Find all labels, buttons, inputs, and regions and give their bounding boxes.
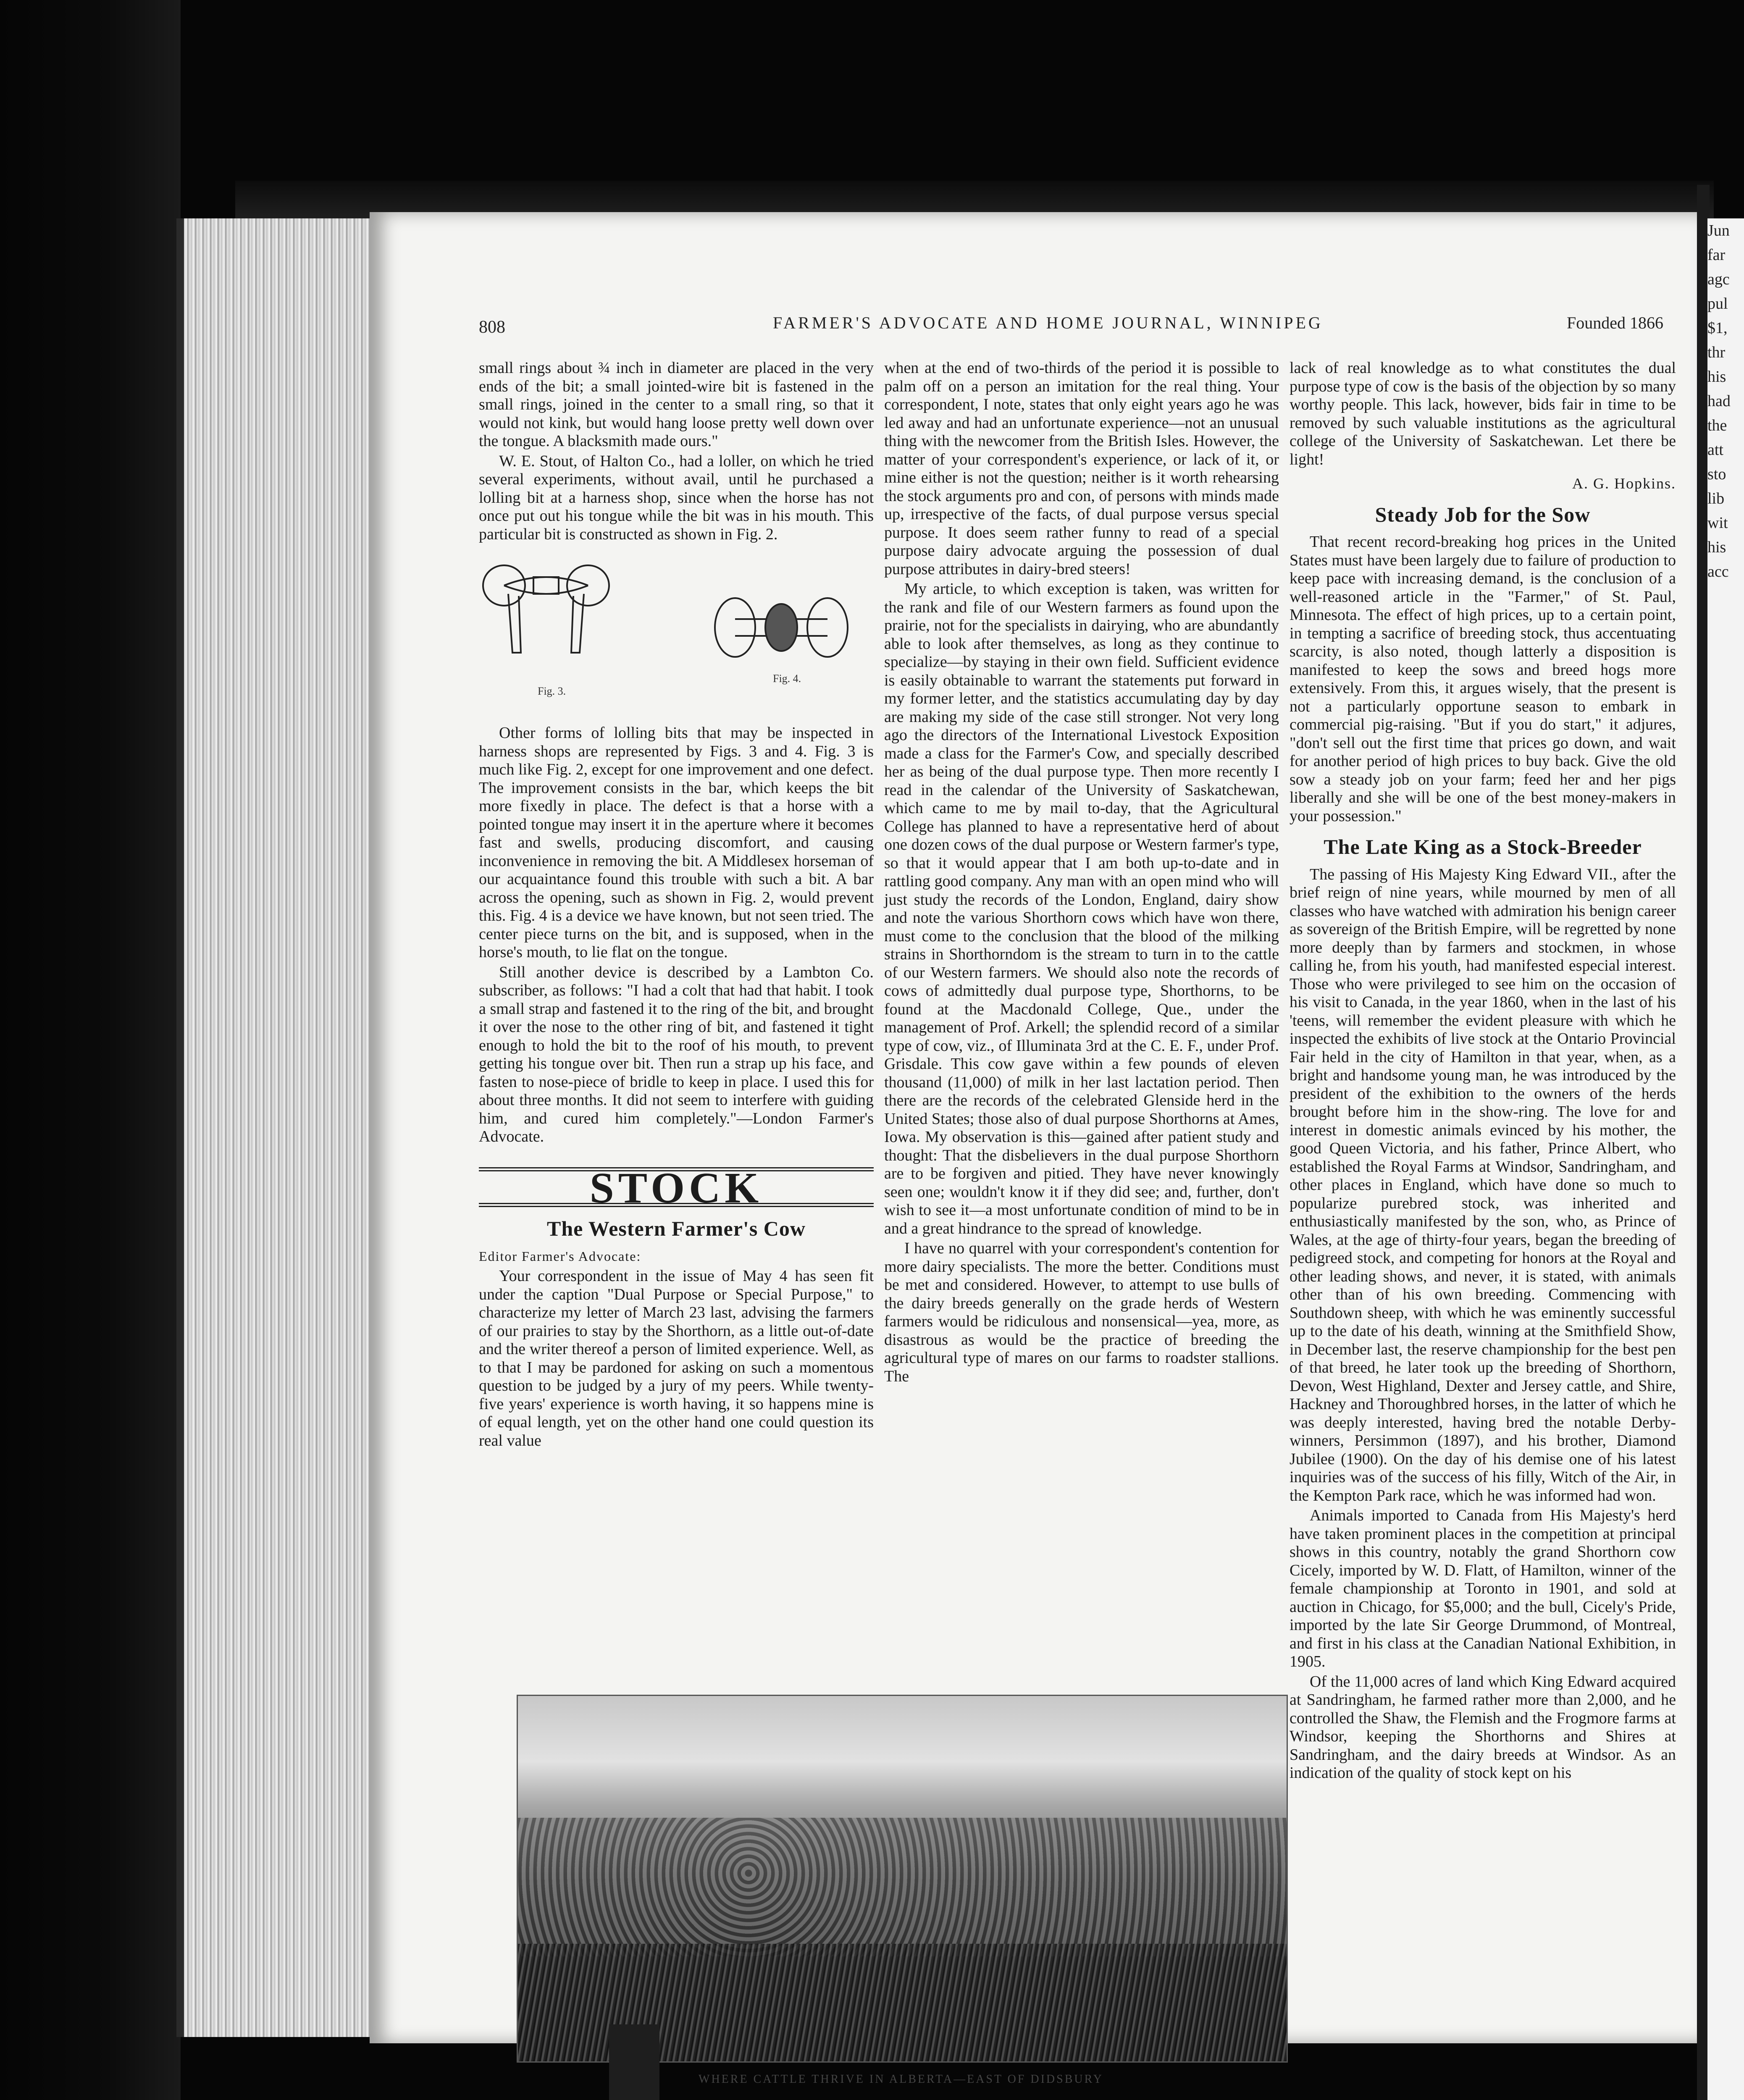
next-page-fragment: att [1707, 441, 1723, 459]
bit-figures [479, 556, 874, 707]
paragraph: Still another device is described by a Lambton Co. subscriber, as follows: "I had a colt that had that habit. I took a small strap and fastened it to the ring of the bit, and brought it over the nose to the other ring of bit, and fastened it tight enough to hold the bit to the roof of his mouth, to prevent getting his tongue over bit. Then run a strap up his face, and fasten to nose-piece of bridle to keep in place. I used this for about three months. It did not seem to interfere with guiding him, and cured him completely."—London Farmer's Advocate. [479, 963, 874, 1145]
next-page-fragment: pul [1707, 295, 1728, 312]
next-page-fragment: his [1707, 368, 1726, 386]
next-page-fragment: far [1707, 246, 1726, 264]
founded-note: Founded 1866 [1567, 313, 1663, 332]
next-page-fragment: agc [1707, 270, 1730, 288]
paragraph: I have no quarrel with your correspondent's contention for more dairy specialists. The more the better. Conditions must be met and considered. However, to attempt to use bulls of the dairy breeds generally on the grade herds of Western farmers would be ridiculous and nonsensical—yea, more, as disastrous as would be the practice of breeding the agricultural type of mares on our farms to roadster stallions. The [884, 1239, 1279, 1385]
next-page-fragments [1707, 218, 1744, 584]
paragraph: small rings about ¾ inch in diameter are placed in the very ends of the bit; a small jointed-wire bit is fastened in the small rings, joined in the center to a small ring, so that it would not kink, but would hang loose pretty well down over the tongue. A blacksmith made ours." [479, 359, 874, 450]
journal-page [370, 212, 1697, 2086]
next-page-fragment: thr [1707, 344, 1726, 361]
paragraph: My article, to which exception is taken, was written for the rank and file of our Western farmers as found upon the prairie, not for the specialists in dairying, who are abundantly able to look after themselves, as long as they continue to specialize—by staying in their own field. Sufficient evidence is easily obtainable to warrant the statements put forward in my former letter, and the statistics accumulating day by day are making my side of the case still stronger. Not very long ago the directors of the International Livestock Exposition made a class for the Farmer's Cow, and specially described her as being of the dual purpose type. Then more recently I read in the calendar of the University of Saskatchewan, which came to me by mail to-day, that the Agricultural College has planned to have a representative herd of about one dozen cows of the dual purpose or Western farmer's type, so that it would appear that I am both up-to-date and in rattling good company. Any man with an open mind who will just study the records of the London, England, dairy show and note the various Shorthorn cows which have won there, must come to the conclusion that the blood of the milking strains in Shorthorndom is the stream to turn in to the cattle of our Western farmers. We should also note the records of cows of admittedly dual purpose type, Shorthorns, to be found at the Macdonald College, Que., under the management of Prof. Arkell; the splendid record of a similar type of cow, viz., of Illuminata 3rd at the C. E. F., under Prof. Grisdale. This cow gave within a few pounds of eleven thousand (11,000) of milk in her last lactation period. Then there are the records of the celebrated Glenside herd in the United States; those also of dual purpose Shorthorns at Ames, Iowa. My observation is this—gained after patient study and thought: That the disbelievers in the dual purpose Shorthorn are to be forgiven and pitied. They have never knowingly seen one; wouldn't know it if they did see; and, further, don't wish to see it—a most unfortunate condition of mind to be in and a great hindrance to the spread of knowledge. [884, 580, 1279, 1237]
fig-3-lolling-bit-illustration [479, 556, 874, 682]
herd-texture [518, 1818, 1287, 1956]
fig-4-caption: Fig. 4. [773, 672, 801, 685]
paragraph: lack of real knowledge as to what constitutes the dual purpose type of cow is the basis of the objection by so many worthy people. This lack, however, bids fair in time to be removed by such valuable institutions as the agricultural college of the University of Saskatchewan. Let there be light! [1290, 359, 1676, 468]
paragraph: Animals imported to Canada from His Majesty's herd have taken prominent places in the competition at principal shows in this country, notably the grand Shorthorn cow Cicely, imported by W. D. Flatt, of Hamilton, winner of the female championship at Toronto in 1901, and sold at auction in Chicago, for $5,000; and the bull, Cicely's Pride, imported by the late Sir George Drummond, of Montreal, and first in his class at the Canadian National Exhibition, in 1905. [1290, 1507, 1676, 1670]
next-page-fragment: Jun [1707, 222, 1730, 239]
article-title: The Western Farmer's Cow [546, 1217, 806, 1240]
cattle-photograph [517, 1695, 1288, 2063]
paragraph: Of the 11,000 acres of land which King Edward acquired at Sandringham, he farmed rather more than 2,000, and he controlled the Shaw, the Flemish and the Frogmore farms at Windsor, keeping the Shorthorns and Shires at Sandringham, and the dairy breeds at Windsor. As an indication of the quality of stock kept on his [1290, 1672, 1676, 1782]
paragraph: Your correspondent in the issue of May 4 has seen fit under the caption "Dual Purpose or Special Purpose," to characterize my letter of March 23 last, advising the farmers of our prairies to stay by the Shorthorn, as a little out-of-date and the writer thereof a person of limited experience. Well, as to that I may be pardoned for asking on such a momentous question to be judged by a jury of my peers. While twenty-five years' experience is worth having, it so happens mine is of equal length, yet on the other hand one could question its real value [479, 1267, 874, 1449]
paragraph: The passing of His Majesty King Edward VII., after the brief reign of nine years, while mourned by men of all classes who have watched with admiration his benign career as sovereign of the British Empire, will be regretted by none more deeply than by farmers and stockmen, in whose calling he, from his youth, had manifested especial interest. Those who were privileged to see him on the occasion of his visit to Canada, in the year 1860, when in the last of his 'teens, will remember the evident pleasure with which he inspected the exhibits of live stock at the Ontario Provincial Fair held in the city of Hamilton in that year, when, as a bright and handsome young man, he was introduced by the president of the exhibition to the owners of the herds brought before him in the show-ring. The love for and interest in domestic animals evinced by his mother, the good Queen Victoria, and his father, Prince Albert, who established the Royal Farms at Windsor, Sandringham, and other places in England, which have done so much to popularize purebred stock, was inherited and enthusiastically manifested by the son, who, as Prince of Wales, at the age of thirty-four years, began the breeding of pedigreed stock, and competing for honors at the Royal and other leading shows, and never, it is stated, with animals other than of his own breeding. Commencing with Southdown sheep, with which he was eminently successful up to the date of his death, winning at the Smithfield Show, in December last, the reserve championship for the best pen of that breed, he later took up the breeding of Shorthorn, Devon, West Highland, Dexter and Jersey cattle, and Shire, Hackney and Thoroughbred horses, in the latter of which he was deeply interested, having bred the notable Derby-winners, Persimmon (1897), and his brother, Diamond Jubilee (1900). On the day of his demise one of his latest inquiries was of the success of his filly, Witch of the Air, in the Kempton Park race, which he was informed had won. [1290, 865, 1676, 1504]
paragraph: Other forms of lolling bits that may be inspected in harness shops are represented by Figs. 3 and 4. Fig. 3 is much like Fig. 2, except for one improvement and one defect. The improvement consists in the bar, which keeps the bit more fixedly in place. The defect is that a horse with a pointed tongue may insert it in the aperture where it becomes fast and swells, producing discomfort, and causing inconvenience in removing the bit. A Middlesex horseman of our acquaintance found this trouble with such a bit. A bar across the opening, such as shown in Fig. 2, would prevent this. Fig. 4 is a device we have known, but not seen tried. The center piece turns on the bit, and is supposed, when in the horse's mouth, to lie flat on the tongue. [479, 724, 874, 961]
running-head: FARMER'S ADVOCATE AND HOME JOURNAL, WINNIPEG [773, 313, 1323, 332]
column-1 [479, 359, 874, 1452]
next-page-fragment: the [1707, 417, 1727, 434]
book-page-edges [176, 218, 377, 2037]
dark-blot [609, 2024, 659, 2100]
salutation: Editor Farmer's Advocate: [479, 1248, 641, 1264]
column-2 [884, 359, 1279, 1387]
next-page-fragment: wit [1707, 514, 1728, 532]
section-heading: STOCK [589, 1163, 763, 1212]
next-page-fragment: $1, [1707, 319, 1728, 337]
column-3 [1290, 359, 1676, 1784]
photo-caption: WHERE CATTLE THRIVE IN ALBERTA—EAST OF DIDSBURY [699, 2073, 1103, 2086]
page-number: 808 [479, 318, 505, 337]
next-page-fragment: acc [1707, 563, 1729, 580]
next-page-strip [1707, 218, 1744, 2100]
article-title: The Late King as a Stock-Breeder [1324, 835, 1642, 858]
next-page-fragment: his [1707, 538, 1726, 556]
next-page-fragment: lib [1707, 490, 1725, 507]
article-title: Steady Job for the Sow [1375, 502, 1591, 526]
stock-section-banner [479, 1163, 874, 1212]
page-header [479, 309, 1663, 337]
scan-background-left [0, 0, 181, 2100]
paragraph: That recent record-breaking hog prices in the United States must have been largely due to failure of production to keep pace with increasing demand, is the conclusion of a well-reasoned article in the "Farmer," of St. Paul, Minnesota. The effect of high prices, up to a certain point, in tempting a sacrifice of breeding stock, thus accentuating scarcity, is also noted, though latterly a disposition is manifested to keep the sows and breed hogs more extensively. From this, it argues wisely, that the present is not a particularly opportune season to embark in commercial pig-raising. "But if you do start," it adjures, "don't sell out the first time that prices go down, and wait for another period of high prices to buy back. Give the old sow a steady job on your farm; feed her and her pigs liberally and she will be one of the best money-makers in your possession." [1290, 533, 1676, 825]
paragraph: when at the end of two-thirds of the period it is possible to palm off on a person an imitation for the real thing. Your correspondent, I note, states that only eight years ago he was led away and had an unfortunate experience—not an unusual thing with the newcomer from the British Isles. However, the matter of your correspondent's experience, or lack of it, or mine either is not the question; neither is it worth rehearsing the stock arguments pro and con, of persons with minds made up, irrespective of the facts, of dual purpose versus special purpose. It does seem rather funny to read of a special purpose dairy advocate arguing the possession of dual purpose attributes in dairy-bred steers! [884, 359, 1279, 578]
fig-3-caption: Fig. 3. [538, 685, 566, 697]
paragraph: W. E. Stout, of Halton Co., had a loller, on which he tried several experiments, without avail, until he purchased a lolling bit at a harness shop, since when the horse has not once put out his tongue while the bit was in his mouth. This particular bit is constructed as shown in Fig. 2. [479, 452, 874, 543]
signature: A. G. Hopkins. [1572, 475, 1676, 492]
next-page-fragment: had [1707, 392, 1731, 410]
next-page-fragment: sto [1707, 465, 1726, 483]
